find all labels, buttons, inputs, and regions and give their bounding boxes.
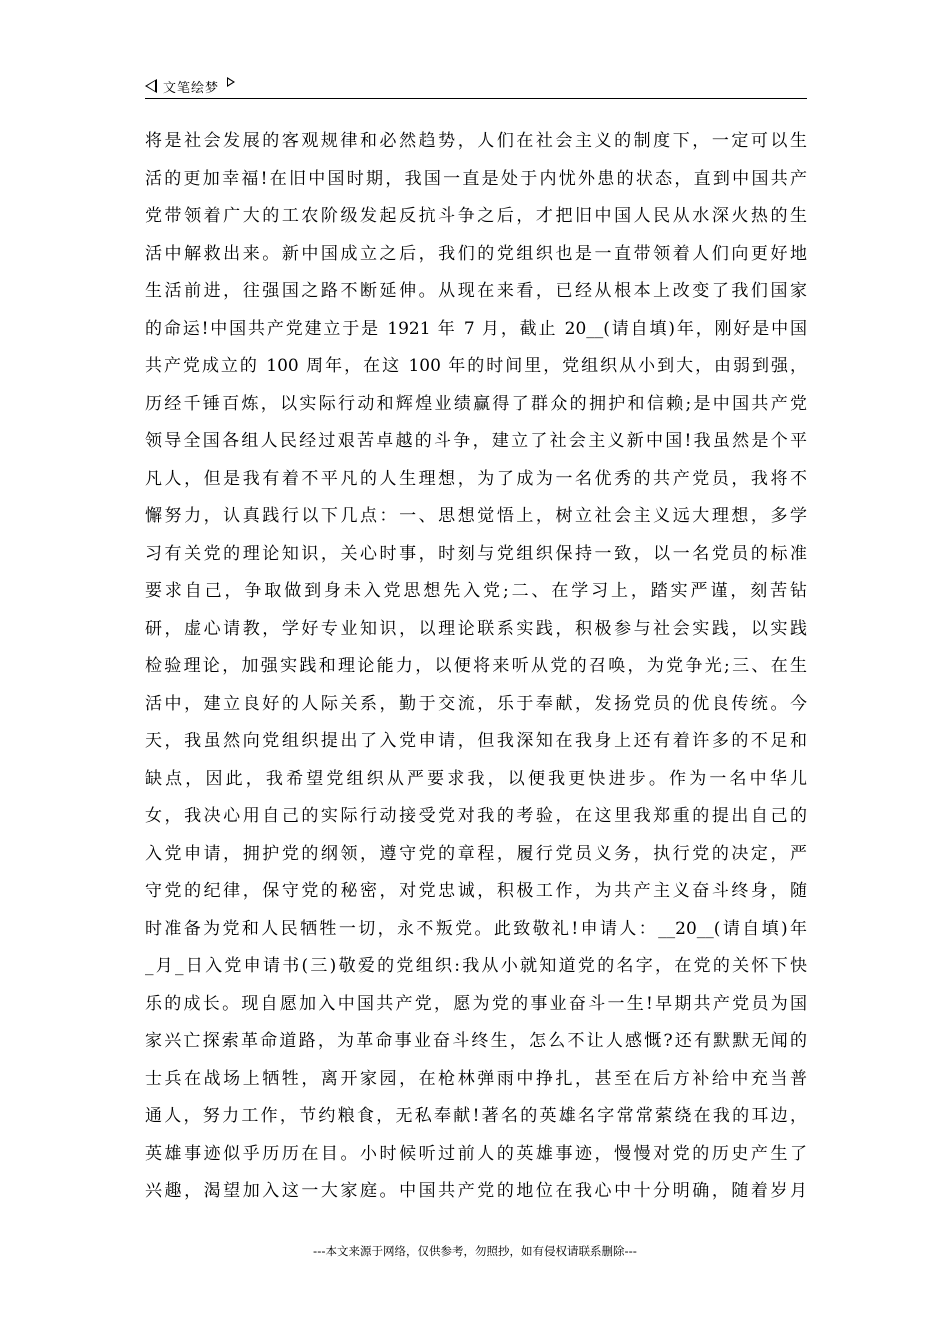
- text-line: 凡人，但是我有着不平凡的人生理想，为了成为一名优秀的共产党员，我将不: [145, 468, 807, 489]
- header-title: 文笔绘梦: [163, 80, 220, 96]
- text-line: 历经千锤百炼，以实际行动和辉煌业绩赢得了群众的拥护和信赖;是中国共产党: [145, 393, 807, 414]
- text-line: 守党的纪律，保守党的秘密，对党忠诚，积极工作，为共产主义奋斗终身，随: [145, 881, 807, 901]
- document-body: [145, 123, 807, 1211]
- text-line: 懈努力，认真践行以下几点：一、思想觉悟上，树立社会主义远大理想，多学: [145, 506, 807, 526]
- text-line: 的命运!中国共产党建立于是 1921 年 7 月，截止 20__(请自填)年，刚好是中国: [145, 318, 807, 339]
- text-line: 缺点，因此，我希望党组织从严要求我，以便我更快进步。作为一名中华儿: [145, 768, 807, 789]
- text-line: 共产党成立的 100 周年，在这 100 年的时间里，党组织从小到大，由弱到强，: [145, 356, 807, 376]
- text-line: 党带领着广大的工农阶级发起反抗斗争之后，才把旧中国人民从水深火热的生: [145, 206, 807, 226]
- footer-disclaimer: ---本文来源于网络，仅供参考，勿照抄，如有侵权请联系删除---: [313, 1244, 637, 1258]
- text-line: 士兵在战场上牺牲，离开家园，在枪林弹雨中挣扎，甚至在后方补给中充当普: [145, 1068, 807, 1089]
- text-line: 入党申请，拥护党的纲领，遵守党的章程，履行党员义务，执行党的决定，严: [145, 843, 807, 864]
- text-line: 通人，努力工作，节约粮食，无私奉献!著名的英雄名字常常萦绕在我的耳边，: [145, 1106, 807, 1126]
- text-line: 活中，建立良好的人际关系，勤于交流，乐于奉献，发扬党员的优良传统。今: [145, 693, 807, 714]
- text-line: 天，我虽然向党组织提出了入党申请，但我深知在我身上还有着许多的不足和: [145, 731, 807, 751]
- text-line: 英雄事迹似乎历历在目。小时候听过前人的英雄事迹，慢慢对党的历史产生了: [145, 1143, 807, 1164]
- text-line: 女，我决心用自己的实际行动接受党对我的考验，在这里我郑重的提出自己的: [145, 806, 807, 826]
- page-header: [145, 74, 807, 99]
- text-line: 领导全国各组人民经过艰苦卓越的斗争，建立了社会主义新中国!我虽然是个平: [145, 431, 807, 451]
- text-line: 研，虚心请教，学好专业知识，以理论联系实践，积极参与社会实践，以实践: [145, 618, 807, 639]
- text-line: 习有关党的理论知识，关心时事，时刻与党组织保持一致，以一名党员的标准: [145, 543, 807, 564]
- text-line: 家兴亡探索革命道路，为革命事业奋斗终生，怎么不让人感慨?还有默默无闻的: [145, 1031, 807, 1051]
- text-line: 检验理论，加强实践和理论能力，以便将来听从党的召唤，为党争光;三、在生: [145, 656, 807, 676]
- text-line: _月_日入党申请书(三)敬爱的党组织:我从小就知道党的名字，在党的关怀下快: [145, 956, 807, 976]
- text-line: 时准备为党和人民牺牲一切，永不叛党。此致敬礼!申请人：__20__(请自填)年: [145, 918, 807, 939]
- text-line: 活中解救出来。新中国成立之后，我们的党组织也是一直带领着人们向更好地: [145, 243, 807, 264]
- text-line: 乐的成长。现自愿加入中国共产党，愿为党的事业奋斗一生!早期共产党员为国: [145, 993, 807, 1014]
- text-line: 要求自己，争取做到身未入党思想先入党;二、在学习上，踏实严谨，刻苦钻: [145, 581, 807, 601]
- right-triangle-icon: [227, 77, 235, 87]
- text-line: 将是社会发展的客观规律和必然趋势，人们在社会主义的制度下，一定可以生: [145, 131, 807, 151]
- text-line: 生活前进，往强国之路不断延伸。从现在来看，已经从根本上改变了我们国家: [145, 281, 807, 301]
- text-line: 兴趣，渴望加入这一大家庭。中国共产党的地位在我心中十分明确，随着岁月: [145, 1181, 807, 1201]
- left-triangle-icon: [145, 79, 157, 93]
- text-line: 活的更加幸福!在旧中国时期，我国一直是处于内忧外患的状态，直到中国共产: [145, 168, 807, 189]
